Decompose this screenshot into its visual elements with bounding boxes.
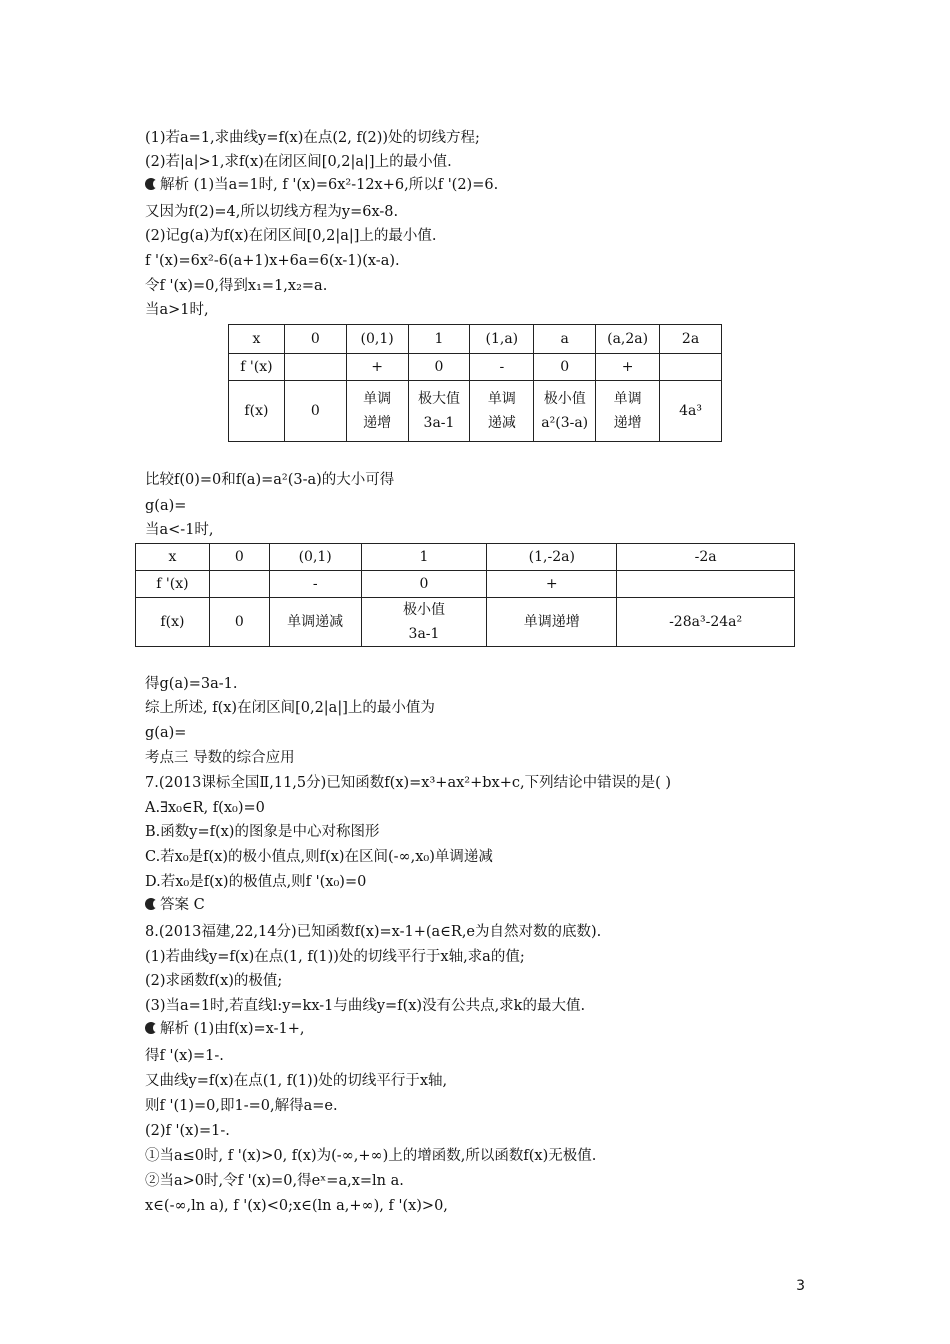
text-line: (2)求函数f(x)的极值; — [145, 973, 283, 989]
table-cell: f '(x) — [136, 571, 210, 598]
question-text: 8.(2013福建,22,14分)已知函数f(x)=x-1+(a∈R,e为自然对数的底数). — [145, 924, 602, 940]
text-line: f '(x)=6x²-6(a+1)x+6a=6(x-1)(x-a). — [145, 253, 400, 269]
table-cell — [209, 571, 269, 598]
table-cell: 0 — [408, 354, 470, 381]
answer-marker-icon — [145, 178, 157, 190]
table-cell — [617, 571, 795, 598]
text-line — [145, 1019, 304, 1039]
answer-marker-icon — [145, 1022, 157, 1034]
text-line: 又曲线y=f(x)在点(1, f(1))处的切线平行于x轴, — [145, 1073, 448, 1089]
text-line: 则f '(1)=0,即1-=0,解得a=e. — [145, 1098, 338, 1114]
table-cell — [284, 354, 346, 381]
table-cell: f(x) — [229, 381, 285, 442]
answer-line — [145, 895, 205, 915]
table-cell: 0 — [209, 598, 269, 647]
sign-table-a-lt-neg1 — [135, 543, 795, 647]
text-line: 又因为f(2)=4,所以切线方程为y=6x-8. — [145, 204, 399, 220]
table-cell: x — [136, 544, 210, 571]
text-line: 得f '(x)=1-. — [145, 1048, 224, 1064]
table-cell: 单调 递增 — [596, 381, 660, 442]
table-row — [136, 544, 795, 571]
table-cell: 单调 递减 — [470, 381, 534, 442]
table-cell: (1,-2a) — [487, 544, 617, 571]
table-cell: + — [346, 354, 408, 381]
text-line: (2)若|a|>1,求f(x)在闭区间[0,2|a|]上的最小值. — [145, 154, 452, 170]
text-line: (1)若a=1,求曲线y=f(x)在点(2, f(2))处的切线方程; — [145, 130, 480, 146]
text-line: (2)记g(a)为f(x)在闭区间[0,2|a|]上的最小值. — [145, 228, 437, 244]
text-line: x∈(-∞,ln a), f '(x)<0;x∈(ln a,+∞), f '(x)>0, — [145, 1198, 448, 1214]
table-cell: x — [229, 325, 285, 354]
table-cell: 单调递增 — [487, 598, 617, 647]
table-row — [229, 325, 722, 354]
table-cell: 0 — [534, 354, 596, 381]
option-d: D.若x₀是f(x)的极值点,则f '(x₀)=0 — [145, 874, 367, 890]
table-cell: 0 — [209, 544, 269, 571]
text-line: 令f '(x)=0,得到x₁=1,x₂=a. — [145, 278, 328, 294]
table-cell: 单调递减 — [269, 598, 361, 647]
text-line: 综上所述, f(x)在闭区间[0,2|a|]上的最小值为 — [145, 700, 435, 716]
text-line: 比较f(0)=0和f(a)=a²(3-a)的大小可得 — [145, 472, 395, 488]
table-row — [136, 598, 795, 647]
table-cell: 2a — [660, 325, 722, 354]
table-cell: (1,a) — [470, 325, 534, 354]
page-number: 3 — [796, 1278, 805, 1294]
table-cell: (0,1) — [346, 325, 408, 354]
text-span: 答案 C — [160, 897, 205, 913]
text-line: ①当a≤0时, f '(x)>0, f(x)为(-∞,+∞)上的增函数,所以函数f(x)无极值. — [145, 1148, 597, 1164]
table-cell: (0,1) — [269, 544, 361, 571]
text-line: ②当a>0时,令f '(x)=0,得eˣ=a,x=ln a. — [145, 1173, 404, 1189]
table-cell: 1 — [408, 325, 470, 354]
table-row — [229, 354, 722, 381]
text-span: 解析 (1)当a=1时, f '(x)=6x²-12x+6,所以f '(2)=6. — [160, 177, 499, 193]
question-text: 7.(2013课标全国Ⅱ,11,5分)已知函数f(x)=x³+ax²+bx+c,下列结论中错误的是( ) — [145, 775, 671, 791]
table-cell: - — [269, 571, 361, 598]
sign-table-a-gt-1 — [228, 324, 722, 442]
option-a: A.∃x₀∈R, f(x₀)=0 — [145, 800, 265, 816]
section-heading: 考点三 导数的综合应用 — [145, 750, 295, 766]
table-cell — [660, 354, 722, 381]
table-cell: 0 — [284, 381, 346, 442]
table-cell: a — [534, 325, 596, 354]
text-line: (2)f '(x)=1-. — [145, 1123, 230, 1139]
table-row — [136, 571, 795, 598]
text-line: (1)若曲线y=f(x)在点(1, f(1))处的切线平行于x轴,求a的值; — [145, 949, 525, 965]
table-cell: 极小值 3a-1 — [361, 598, 487, 647]
table-cell: 1 — [361, 544, 487, 571]
table-cell: + — [596, 354, 660, 381]
answer-marker-icon — [145, 898, 157, 910]
table-cell: -2a — [617, 544, 795, 571]
option-b: B.函数y=f(x)的图象是中心对称图形 — [145, 824, 380, 840]
option-c: C.若x₀是f(x)的极小值点,则f(x)在区间(-∞,x₀)单调递减 — [145, 849, 493, 865]
table-cell: (a,2a) — [596, 325, 660, 354]
text-line — [145, 175, 498, 195]
text-line: 得g(a)=3a-1. — [145, 676, 238, 692]
text-line: 当a<-1时, — [145, 522, 214, 538]
table-cell: + — [487, 571, 617, 598]
text-span: 解析 (1)由f(x)=x-1+, — [160, 1021, 305, 1037]
text-line: g(a)= — [145, 498, 187, 514]
table-cell: 极大值 3a-1 — [408, 381, 470, 442]
table-cell: 4a³ — [660, 381, 722, 442]
table-cell: 0 — [284, 325, 346, 354]
table-cell: -28a³-24a² — [617, 598, 795, 647]
table-row — [229, 381, 722, 442]
text-line: g(a)= — [145, 725, 187, 741]
text-line: 当a>1时, — [145, 302, 209, 318]
table-cell: 单调 递增 — [346, 381, 408, 442]
table-cell: - — [470, 354, 534, 381]
table-cell: f '(x) — [229, 354, 285, 381]
table-cell: f(x) — [136, 598, 210, 647]
table-cell: 极小值 a²(3-a) — [534, 381, 596, 442]
text-line: (3)当a=1时,若直线l:y=kx-1与曲线y=f(x)没有公共点,求k的最大值. — [145, 998, 586, 1014]
table-cell: 0 — [361, 571, 487, 598]
